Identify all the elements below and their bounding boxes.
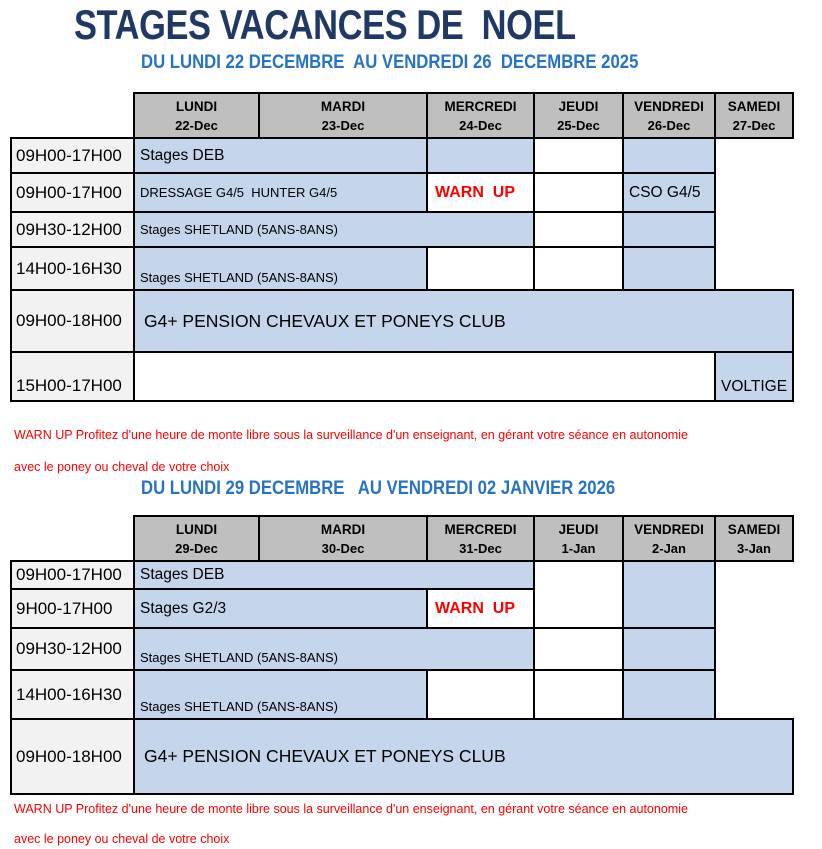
week2-header-row — [11, 516, 793, 561]
header-corner-blank — [11, 516, 134, 561]
col-header-lundi — [134, 516, 259, 561]
empty-cell-unbordered — [715, 670, 793, 719]
week2-row-stages-deb — [11, 561, 793, 589]
warn-up-note-line1: WARN UP Profitez d'une heure de monte libre sous la surveillance d'un enseignant, en gérant votre séance en autonomie — [14, 802, 688, 816]
day-label: VENDREDI — [634, 99, 704, 114]
time-cell: 09H30-12H00 — [11, 628, 134, 670]
col-header-samedi — [715, 93, 793, 138]
day-label: LUNDI — [175, 99, 218, 114]
week2-row-shetland-am — [11, 628, 793, 670]
date-label: 31-Dec — [459, 541, 502, 556]
time-cell: 09H00-17H00 — [11, 561, 134, 589]
empty-cell-white — [534, 212, 623, 247]
warn-up-cell: WARN UP — [427, 173, 534, 212]
week1-row-dressage — [11, 173, 793, 212]
day-label: MARDI — [320, 522, 366, 537]
warn-up-note-line2: avec le poney ou cheval de votre choix — [14, 832, 230, 846]
col-header-jeudi — [534, 516, 623, 561]
empty-cell-unbordered — [715, 247, 793, 290]
empty-cell-unbordered — [715, 138, 793, 173]
col-header-mercredi — [427, 93, 534, 138]
time-cell: 14H00-16H30 — [11, 670, 134, 719]
day-label: MARDI — [320, 99, 366, 114]
week1-header-row — [11, 93, 793, 138]
col-header-vendredi — [623, 516, 715, 561]
week1-row-pension — [11, 290, 793, 352]
col-header-lundi — [134, 93, 259, 138]
col-header-mardi — [259, 93, 427, 138]
col-header-vendredi — [623, 93, 715, 138]
col-header-mercredi — [427, 516, 534, 561]
empty-cell-white — [534, 628, 623, 670]
empty-cell-white — [534, 561, 623, 628]
empty-cell-unbordered — [715, 173, 793, 212]
time-cell: 09H00-17H00 — [11, 138, 134, 173]
warn-up-note-line1: WARN UP Profitez d'une heure de monte libre sous la surveillance d'un enseignant, en gérant votre séance en autonomie — [14, 428, 688, 442]
empty-cell-blue — [623, 628, 715, 670]
activity-cell-pension: G4+ PENSION CHEVAUX ET PONEYS CLUB — [134, 719, 793, 794]
time-cell: 14H00-16H30 — [11, 247, 134, 290]
time-cell: 9H00-17H00 — [11, 589, 134, 628]
time-cell: 09H00-18H00 — [11, 719, 134, 794]
day-label: MERCREDI — [444, 99, 517, 114]
col-header-samedi — [715, 516, 793, 561]
empty-cell-white — [534, 173, 623, 212]
day-label: SAMEDI — [727, 99, 781, 114]
empty-cell-blue — [623, 670, 715, 719]
empty-cell-white — [534, 138, 623, 173]
col-header-jeudi — [534, 93, 623, 138]
week1-subtitle: DU LUNDI 22 DECEMBRE AU VENDREDI 26 DECEMBRE 2025 — [141, 52, 639, 73]
week1-row-voltige — [11, 352, 793, 401]
time-cell: 09H00-18H00 — [11, 290, 134, 352]
date-label: 25-Dec — [557, 118, 600, 133]
date-label: 26-Dec — [647, 118, 691, 133]
warn-up-note-line2: avec le poney ou cheval de votre choix — [14, 460, 230, 474]
empty-cell-blue — [623, 561, 715, 628]
activity-cell-dressage-hunter: DRESSAGE G4/5 HUNTER G4/5 — [134, 173, 427, 212]
empty-cell-white — [534, 670, 623, 719]
activity-cell-shetland: Stages SHETLAND (5ANS-8ANS) — [134, 628, 534, 670]
empty-cell-blue — [427, 138, 534, 173]
day-label: MERCREDI — [444, 522, 517, 537]
activity-cell-stages-deb: Stages DEB — [134, 138, 427, 173]
day-label: JEUDI — [558, 99, 599, 114]
empty-cell-blue — [623, 138, 715, 173]
activity-cell-pension: G4+ PENSION CHEVAUX ET PONEYS CLUB — [134, 290, 793, 352]
day-label: JEUDI — [558, 522, 599, 537]
time-cell: 15H00-17H00 — [11, 352, 134, 401]
empty-cell-white — [534, 247, 623, 290]
empty-cell-blue — [623, 212, 715, 247]
date-label: 27-Dec — [732, 118, 776, 133]
empty-cell-white — [427, 247, 534, 290]
activity-cell-stages-deb: Stages DEB — [134, 561, 534, 589]
page-title: STAGES VACANCES DE NOEL — [74, 1, 576, 48]
date-label: 3-Jan — [737, 541, 771, 556]
time-cell: 09H00-17H00 — [11, 173, 134, 212]
activity-cell-voltige: VOLTIGE — [715, 352, 793, 401]
activity-cell-cso: CSO G4/5 — [623, 173, 715, 212]
week1-row-stages-deb — [11, 138, 793, 173]
activity-cell-shetland: Stages SHETLAND (5ANS-8ANS) — [134, 212, 534, 247]
empty-cell-blue — [623, 247, 715, 290]
week1-row-shetland-am — [11, 212, 793, 247]
day-label: VENDREDI — [634, 522, 704, 537]
day-label: SAMEDI — [727, 522, 781, 537]
activity-cell-stages-g23: Stages G2/3 — [134, 589, 427, 628]
date-label: 29-Dec — [175, 541, 218, 556]
time-cell: 09H30-12H00 — [11, 212, 134, 247]
week2-row-shetland-pm — [11, 670, 793, 719]
date-label: 22-Dec — [175, 118, 218, 133]
empty-cell-unbordered — [715, 628, 793, 670]
warn-up-cell: WARN UP — [427, 589, 534, 628]
empty-cell-white — [427, 670, 534, 719]
date-label: 30-Dec — [321, 541, 365, 556]
activity-cell-shetland: Stages SHETLAND (5ANS-8ANS) — [134, 670, 427, 719]
date-label: 23-Dec — [321, 118, 365, 133]
schedule-table-week1 — [10, 92, 794, 402]
date-label: 2-Jan — [652, 541, 686, 556]
week2-subtitle: DU LUNDI 29 DECEMBRE AU VENDREDI 02 JANVIER 2026 — [141, 478, 616, 499]
header-corner-blank — [11, 93, 134, 138]
schedule-table-week2 — [10, 515, 794, 795]
day-label: LUNDI — [175, 522, 218, 537]
activity-cell-shetland: Stages SHETLAND (5ANS-8ANS) — [134, 247, 427, 290]
week2-row-pension — [11, 719, 793, 794]
empty-cell-white — [134, 352, 715, 401]
week1-row-shetland-pm — [11, 247, 793, 290]
col-header-mardi — [259, 516, 427, 561]
date-label: 24-Dec — [459, 118, 502, 133]
empty-cell-unbordered — [715, 561, 793, 628]
date-label: 1-Jan — [561, 541, 596, 556]
empty-cell-unbordered — [715, 212, 793, 247]
